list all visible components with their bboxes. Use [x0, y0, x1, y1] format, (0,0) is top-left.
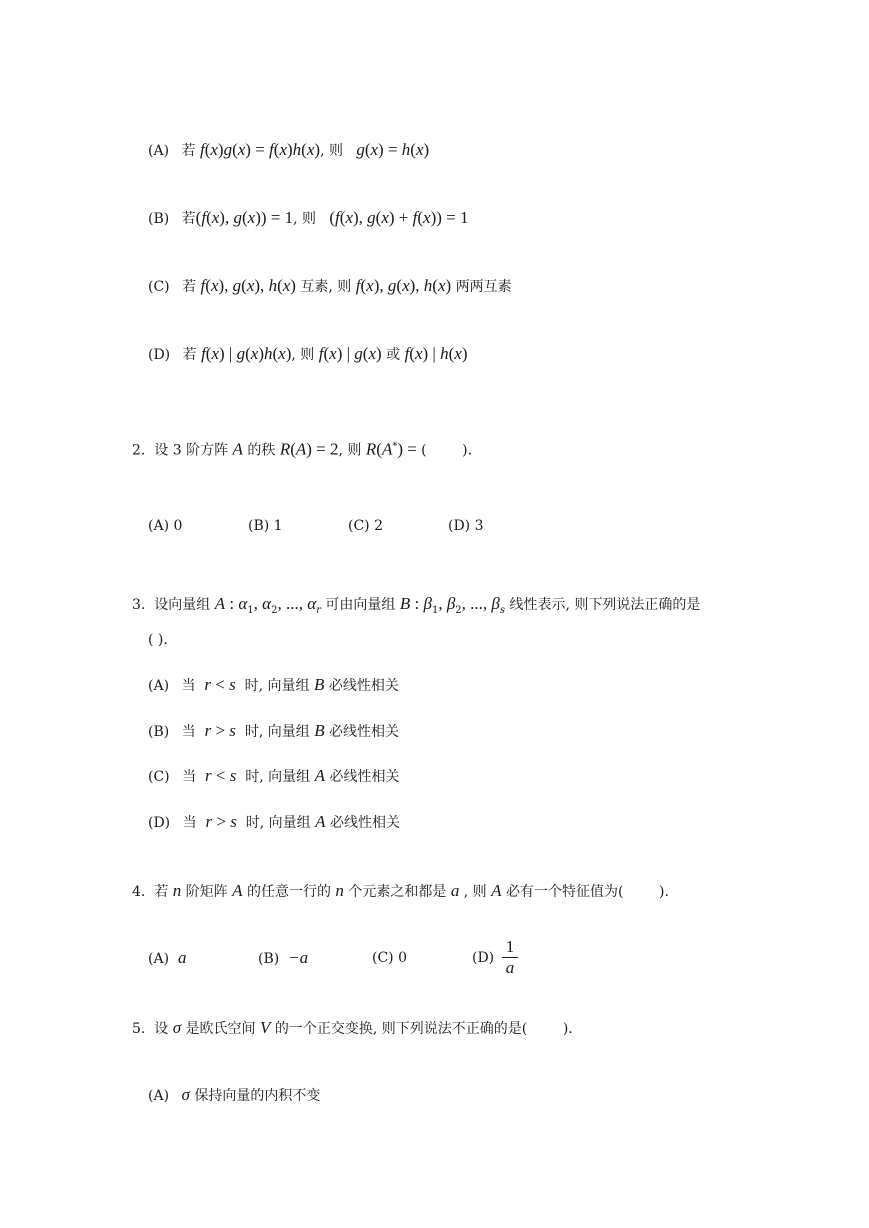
q1-option-a: (A) 若 f(x)g(x) = f(x)h(x), 则 g(x) = h(x) [148, 140, 430, 159]
q3-option-c: (C) 当 r < s 时, 向量组 A 必线性相关 [148, 766, 400, 785]
q3-stem: 3. 设向量组 A : $\alpha_1$, $\alpha_2$, ..., $\alpha_r$ 可由向量组 B : $\beta_1$, $\beta_2$, ..., $\beta_s$ 线性表示, 则下列说法正确的是 [132, 594, 701, 616]
q4-option-d-denominator: a [505, 958, 515, 977]
q4-option-d-numerator: 1 [505, 937, 515, 956]
q2-option-d: (D) 3 [448, 518, 484, 534]
q4-stem: 4. 若 n 阶矩阵 A 的任意一行的 n 个元素之和都是 a , 则 A 必有一个特征值为( ). [132, 881, 669, 900]
q5-option-a-label: (A) [148, 1088, 170, 1104]
q3-option-b-label: (B) [148, 724, 170, 740]
q3-option-c-label: (C) [148, 769, 170, 785]
q4-option-d-fraction [502, 938, 518, 977]
q1-option-b-label: (B) [148, 211, 170, 227]
q3-option-d: (D) 当 r > s 时, 向量组 A 必线性相关 [148, 812, 400, 831]
q1-option-a-label: (A) [148, 143, 170, 159]
q1-option-d: (D) 若 f(x) | g(x)h(x), 则 f(x) | g(x) 或 f(x) | h(x) [148, 344, 468, 363]
q1-option-c-label: (C) [148, 279, 170, 295]
q4-option-b: (B) −a [258, 948, 309, 967]
q1-option-c: (C) 若 f(x), g(x), h(x) 互素, 则 f(x), g(x), h(x) 两两互素 [148, 276, 512, 295]
q2-option-b: (B) 1 [248, 518, 283, 534]
q3-option-b: (B) 当 r > s 时, 向量组 B 必线性相关 [148, 721, 400, 740]
q4-option-d-label: (D) [472, 950, 495, 966]
q3-stem-blank: ( ). [148, 632, 168, 648]
q2-option-c: (C) 2 [348, 518, 384, 534]
q3-option-a: (A) 当 r < s 时, 向量组 B 必线性相关 [148, 675, 399, 694]
q2-stem: 2. 设 3 阶方阵 A 的秩 R(A) = 2, 则 R(A*) = ( ). [132, 439, 473, 459]
q3-option-a-label: (A) [148, 678, 170, 694]
q1-option-d-label: (D) [148, 347, 171, 363]
q4-option-c: (C) 0 [372, 950, 408, 966]
q5-stem: 5. 设 σ 是欧氏空间 V 的一个正交变换, 则下列说法不正确的是( ). [132, 1018, 573, 1037]
q3-option-d-label: (D) [148, 815, 171, 831]
q2-option-a: (A) 0 [148, 518, 183, 534]
q1-option-b: (B) 若(f(x), g(x)) = 1, 则 (f(x), g(x) + f(x)) = 1 [148, 208, 469, 227]
q4-option-a: (A) a [148, 948, 187, 967]
q5-option-a: (A) σ 保持向量的内积不变 [148, 1085, 321, 1104]
